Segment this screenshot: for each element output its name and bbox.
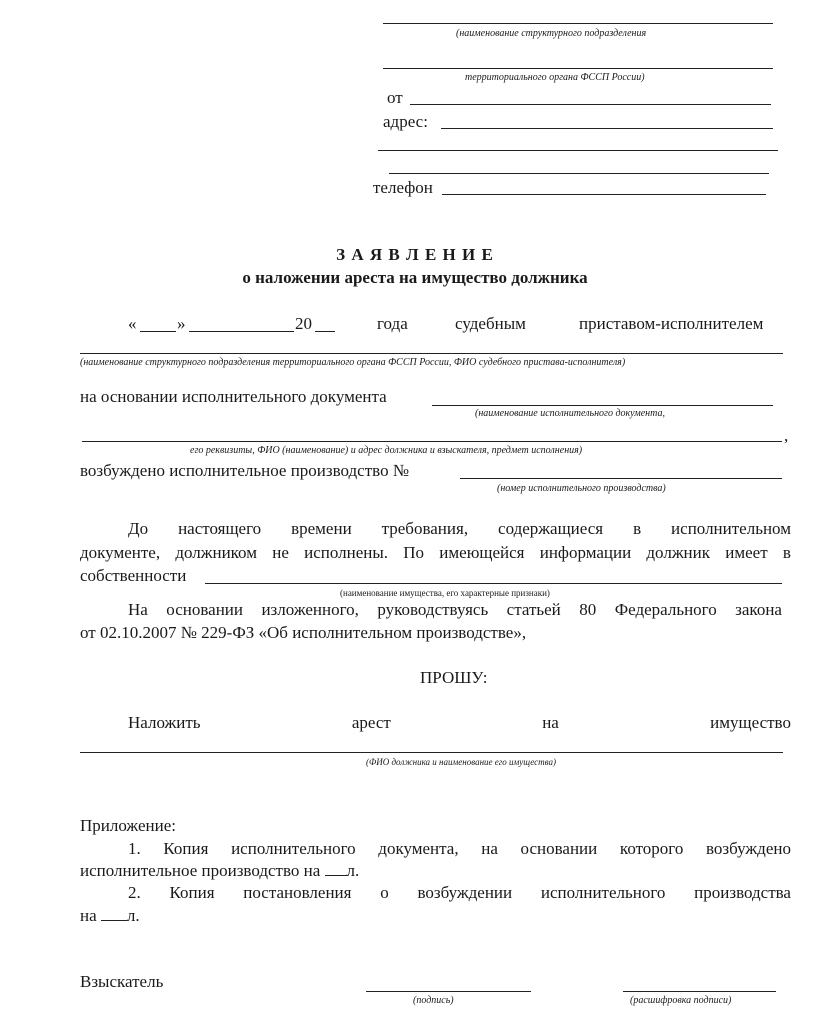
from-field-line[interactable] (410, 104, 771, 105)
p2-line2: от 02.10.2007 № 229-ФЗ «Об исполнительном производстве», (80, 623, 527, 642)
p1-line2 (80, 542, 791, 564)
word: на (481, 839, 498, 858)
word: настоящего (178, 519, 262, 538)
word: имеет (725, 543, 768, 562)
signature-caption: (подпись) (413, 995, 454, 1006)
initiated-text: возбуждено исполнительное производство № (80, 461, 410, 480)
word: на (542, 713, 559, 732)
word: возбуждено (706, 839, 791, 858)
word: требования, (381, 519, 469, 538)
territorial-body-caption: территориального органа ФССП России) (465, 72, 645, 83)
date-open-quote: « (128, 314, 137, 333)
word: производства (694, 883, 791, 902)
attachment-1-pages-field[interactable] (325, 861, 347, 876)
word: времени (291, 519, 352, 538)
date-day-line[interactable] (140, 331, 176, 332)
unit-fio-caption: (наименование структурного подразделения территориального органа ФССП России, ФИО судебного пристава-исполнителя) (80, 357, 626, 368)
p1-line1 (128, 518, 791, 540)
word: арест (351, 713, 391, 732)
word: По (403, 543, 425, 562)
word: должник (646, 543, 711, 562)
date-close-quote: » (177, 314, 186, 333)
p2-line1 (128, 599, 782, 621)
word: статьей (506, 600, 561, 619)
attachment-2-text: на (80, 906, 101, 925)
word: в (633, 519, 642, 538)
word: в (782, 543, 791, 562)
word: информации (539, 543, 632, 562)
address-label: адрес: (383, 112, 428, 131)
structural-unit-line[interactable] (383, 23, 773, 24)
request-heading: ПРОШУ: (420, 668, 488, 687)
word: руководствуясь (377, 600, 489, 619)
word: основании (520, 839, 598, 858)
debtor-line[interactable] (80, 752, 783, 753)
word: исполнительном (671, 519, 791, 538)
word: На (128, 600, 148, 619)
attachment-2-pages-suffix: л. (126, 906, 140, 925)
p1-line3-text: собственности (80, 566, 187, 585)
case-number-caption: (номер исполнительного производства) (497, 483, 666, 494)
from-label: от (387, 88, 403, 107)
phone-field-line[interactable] (442, 194, 766, 195)
doc-details-caption: его реквизиты, ФИО (наименование) и адрес должника и взыскателя, предмет исполнения) (190, 445, 583, 456)
attachment-2-pages-field[interactable] (101, 906, 127, 921)
word: исполнительного (231, 839, 356, 858)
attachment-1-pages-suffix: л. (346, 861, 360, 880)
attachment-1-line2 (80, 860, 359, 882)
signature-line[interactable] (366, 991, 531, 992)
attachments-title: Приложение: (80, 816, 176, 835)
word: Наложить (128, 713, 201, 732)
word: 2. (128, 883, 141, 902)
attachment-2-line2 (80, 905, 140, 927)
word: До (128, 519, 149, 538)
unit-fio-line[interactable] (80, 353, 783, 354)
date-year-prefix: 20 (295, 314, 312, 333)
word: о (380, 883, 389, 902)
property-caption: (наименование имущества, его характерные признаки) (340, 588, 550, 598)
word: Копия (163, 839, 209, 858)
word: основании (166, 600, 243, 619)
based-on-doc-text: на основании исполнительного документа (80, 387, 387, 406)
property-line[interactable] (205, 583, 782, 584)
document-title: З А Я В Л Е Н И Е (336, 245, 494, 264)
word: не (272, 543, 289, 562)
case-number-line[interactable] (460, 478, 782, 479)
address-field-line[interactable] (441, 128, 773, 129)
structural-unit-caption: (наименование структурного подразделения (456, 28, 647, 39)
phone-label: телефон (373, 178, 433, 197)
attachment-2-line1 (128, 882, 791, 904)
claimant-label: Взыскатель (80, 972, 164, 991)
word: содержащиеся (498, 519, 604, 538)
document-subtitle: о наложении ареста на имущество должника (242, 268, 588, 287)
address-line-2[interactable] (378, 150, 778, 151)
decoding-caption: (расшифровка подписи) (630, 995, 732, 1006)
debtor-caption: (ФИО должника и наименование его имущества) (366, 757, 557, 767)
attachment-1-line1 (128, 838, 791, 860)
word: исполнительного (540, 883, 666, 902)
decoding-line[interactable] (623, 991, 776, 992)
word: 1. (128, 839, 141, 858)
word: документа, (378, 839, 459, 858)
word: возбуждении (417, 883, 513, 902)
word: изложенного, (261, 600, 359, 619)
date-month-line[interactable] (189, 331, 294, 332)
word: исполнены. (304, 543, 389, 562)
request-line (128, 712, 791, 734)
word: постановления (243, 883, 352, 902)
doc-details-comma: , (784, 426, 789, 445)
doc-details-line[interactable] (82, 441, 782, 442)
word: Копия (169, 883, 215, 902)
doc-name-line[interactable] (432, 405, 773, 406)
word: Федерального (614, 600, 717, 619)
word-pristav: приставом-исполнителем (579, 314, 764, 333)
word-sudebnym: судебным (455, 314, 526, 333)
territorial-body-line[interactable] (383, 68, 773, 69)
word: которого (619, 839, 684, 858)
doc-name-caption: (наименование исполнительного документа, (475, 408, 665, 419)
word: 80 (579, 600, 597, 619)
word: должником (175, 543, 257, 562)
word: документе, (80, 543, 161, 562)
word-goda: года (377, 314, 408, 333)
word: закона (735, 600, 782, 619)
attachment-1-text: исполнительное производство на (80, 861, 325, 880)
word: имеющейся (439, 543, 525, 562)
word: имущество (710, 713, 791, 732)
date-year-line[interactable] (315, 331, 335, 332)
address-line-3[interactable] (389, 173, 769, 174)
